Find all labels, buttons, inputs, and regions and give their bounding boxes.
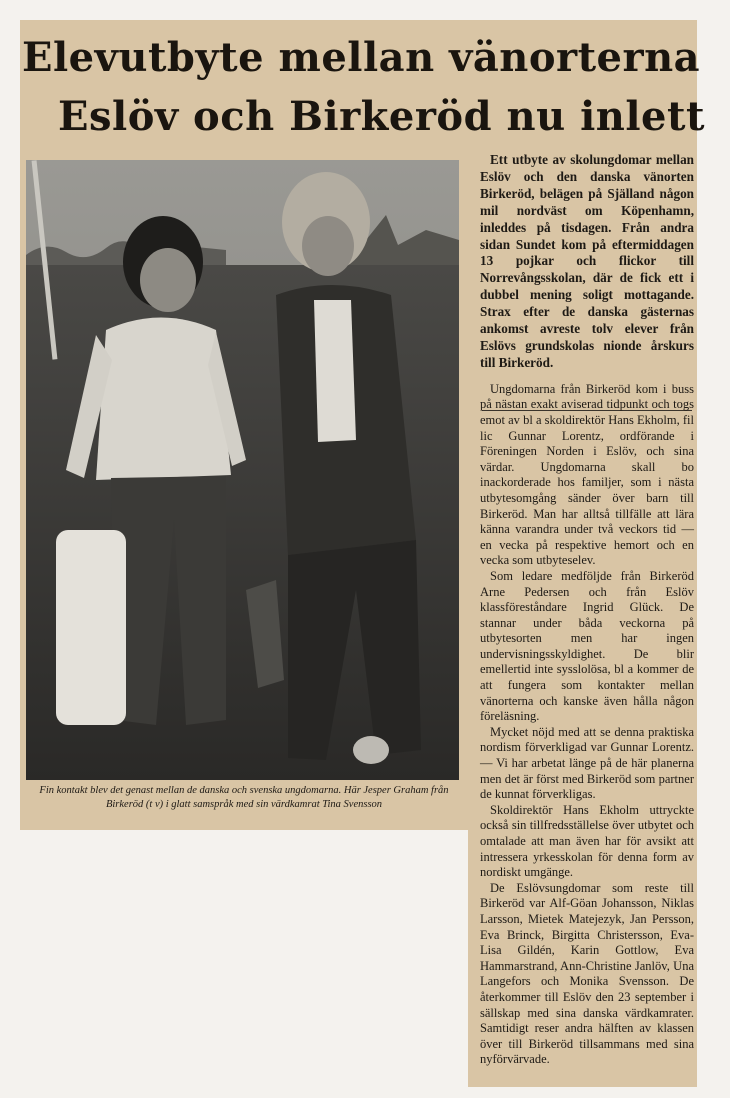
article-column (480, 152, 694, 1068)
article-paragraph-4: Skoldirektör Hans Ekholm uttryckte också sin tillfredsställelse över utbytet och omtalade att man även har för avsikt att intressera yrkesskolan för denna form av nordiskt umgänge. (480, 802, 694, 880)
article-paragraph-3: Mycket nöjd med att se denna praktiska nordism förverkligad var Gunnar Lorentz. — Vi har arbetat länge på de här planerna men det är först med Birkeröd som partner de kunnat förverkligas. (480, 724, 694, 802)
news-photo (26, 160, 459, 780)
article-paragraph-5: De Eslövsungdomar som reste till Birkeröd var Alf-Göan Johansson, Niklas Larsson, Mietek Matejezyk, Jan Persson, Eva Brinck, Birgitta Christersson, Eva-Lisa Gildén, Karin Gottlow, Eva Hammarstrand, Ann-Christine Janlöv, Una Langefors och Monika Svensson. De återkommer till Eslöv den 23 september i sällskap med sina danska värdkamrater. Samtidigt reser andra hälften av klassen över till Birkeröd tillsammans med sina nyförvärvade. (480, 880, 694, 1067)
article-body (480, 382, 694, 1068)
photo-caption: Fin kontakt blev det genast mellan de danska och svenska ungdomarna. Här Jesper Graham från Birkeröd (t v) i glatt samspråk med sin värdkamrat Tina Svensson (39, 785, 449, 810)
article-paragraph-2: Som ledare medföljde från Birkeröd Arne Pedersen och från Eslöv klassföreståndare Ingrid Glück. De stannar under båda veckorna på utbytesorten men har ingen undervisningsskyldighet. De blir emellertid inte sysslolösa, bl a kommer de att fungera som kontakter mellan vänorterna och kanske även hålla någon föreläsning. (480, 568, 694, 724)
photo-illustration (26, 160, 459, 780)
headline-line-2: Eslöv och Birkeröd nu inlett (58, 93, 705, 140)
article-paragraph-1: Ungdomarna från Birkeröd kom i buss på nästan exakt aviserad tidpunkt och togs emot av bl a skoldirektör Hans Ekholm, fil lic Gunnar Lorentz, ordförande i Föreningen Norden i Eslöv, och sina värdar. Ungdomarna skall bo inackorderade hos familjer, som i nästa utbytesomgång sänder över barn till Birkeröd. Man har alltså tillfälle att lära känna varandra under två veckors tid — en vecka på respektive hemort och en vecka som utbyteselev. (480, 381, 694, 568)
article-lead: Ett utbyte av skolungdomar mellan Eslöv och den danska vänorten Birkeröd, belägen på Själland någon mil nordväst om Köpenhamn, inleddes på tisdagen. Från andra sidan Sundet kom på eftermiddagen 13 pojkar och flickor till Norrevångsskolan, där de fick ett i dubbel mening soligt mottagande. Strax efter de danska gästernas ankomst avreste tolv elever från Eslövs grundskolas nionde årskurs till Birkeröd. (480, 152, 694, 370)
headline-line-1: Elevutbyte mellan vänorterna (22, 34, 701, 81)
